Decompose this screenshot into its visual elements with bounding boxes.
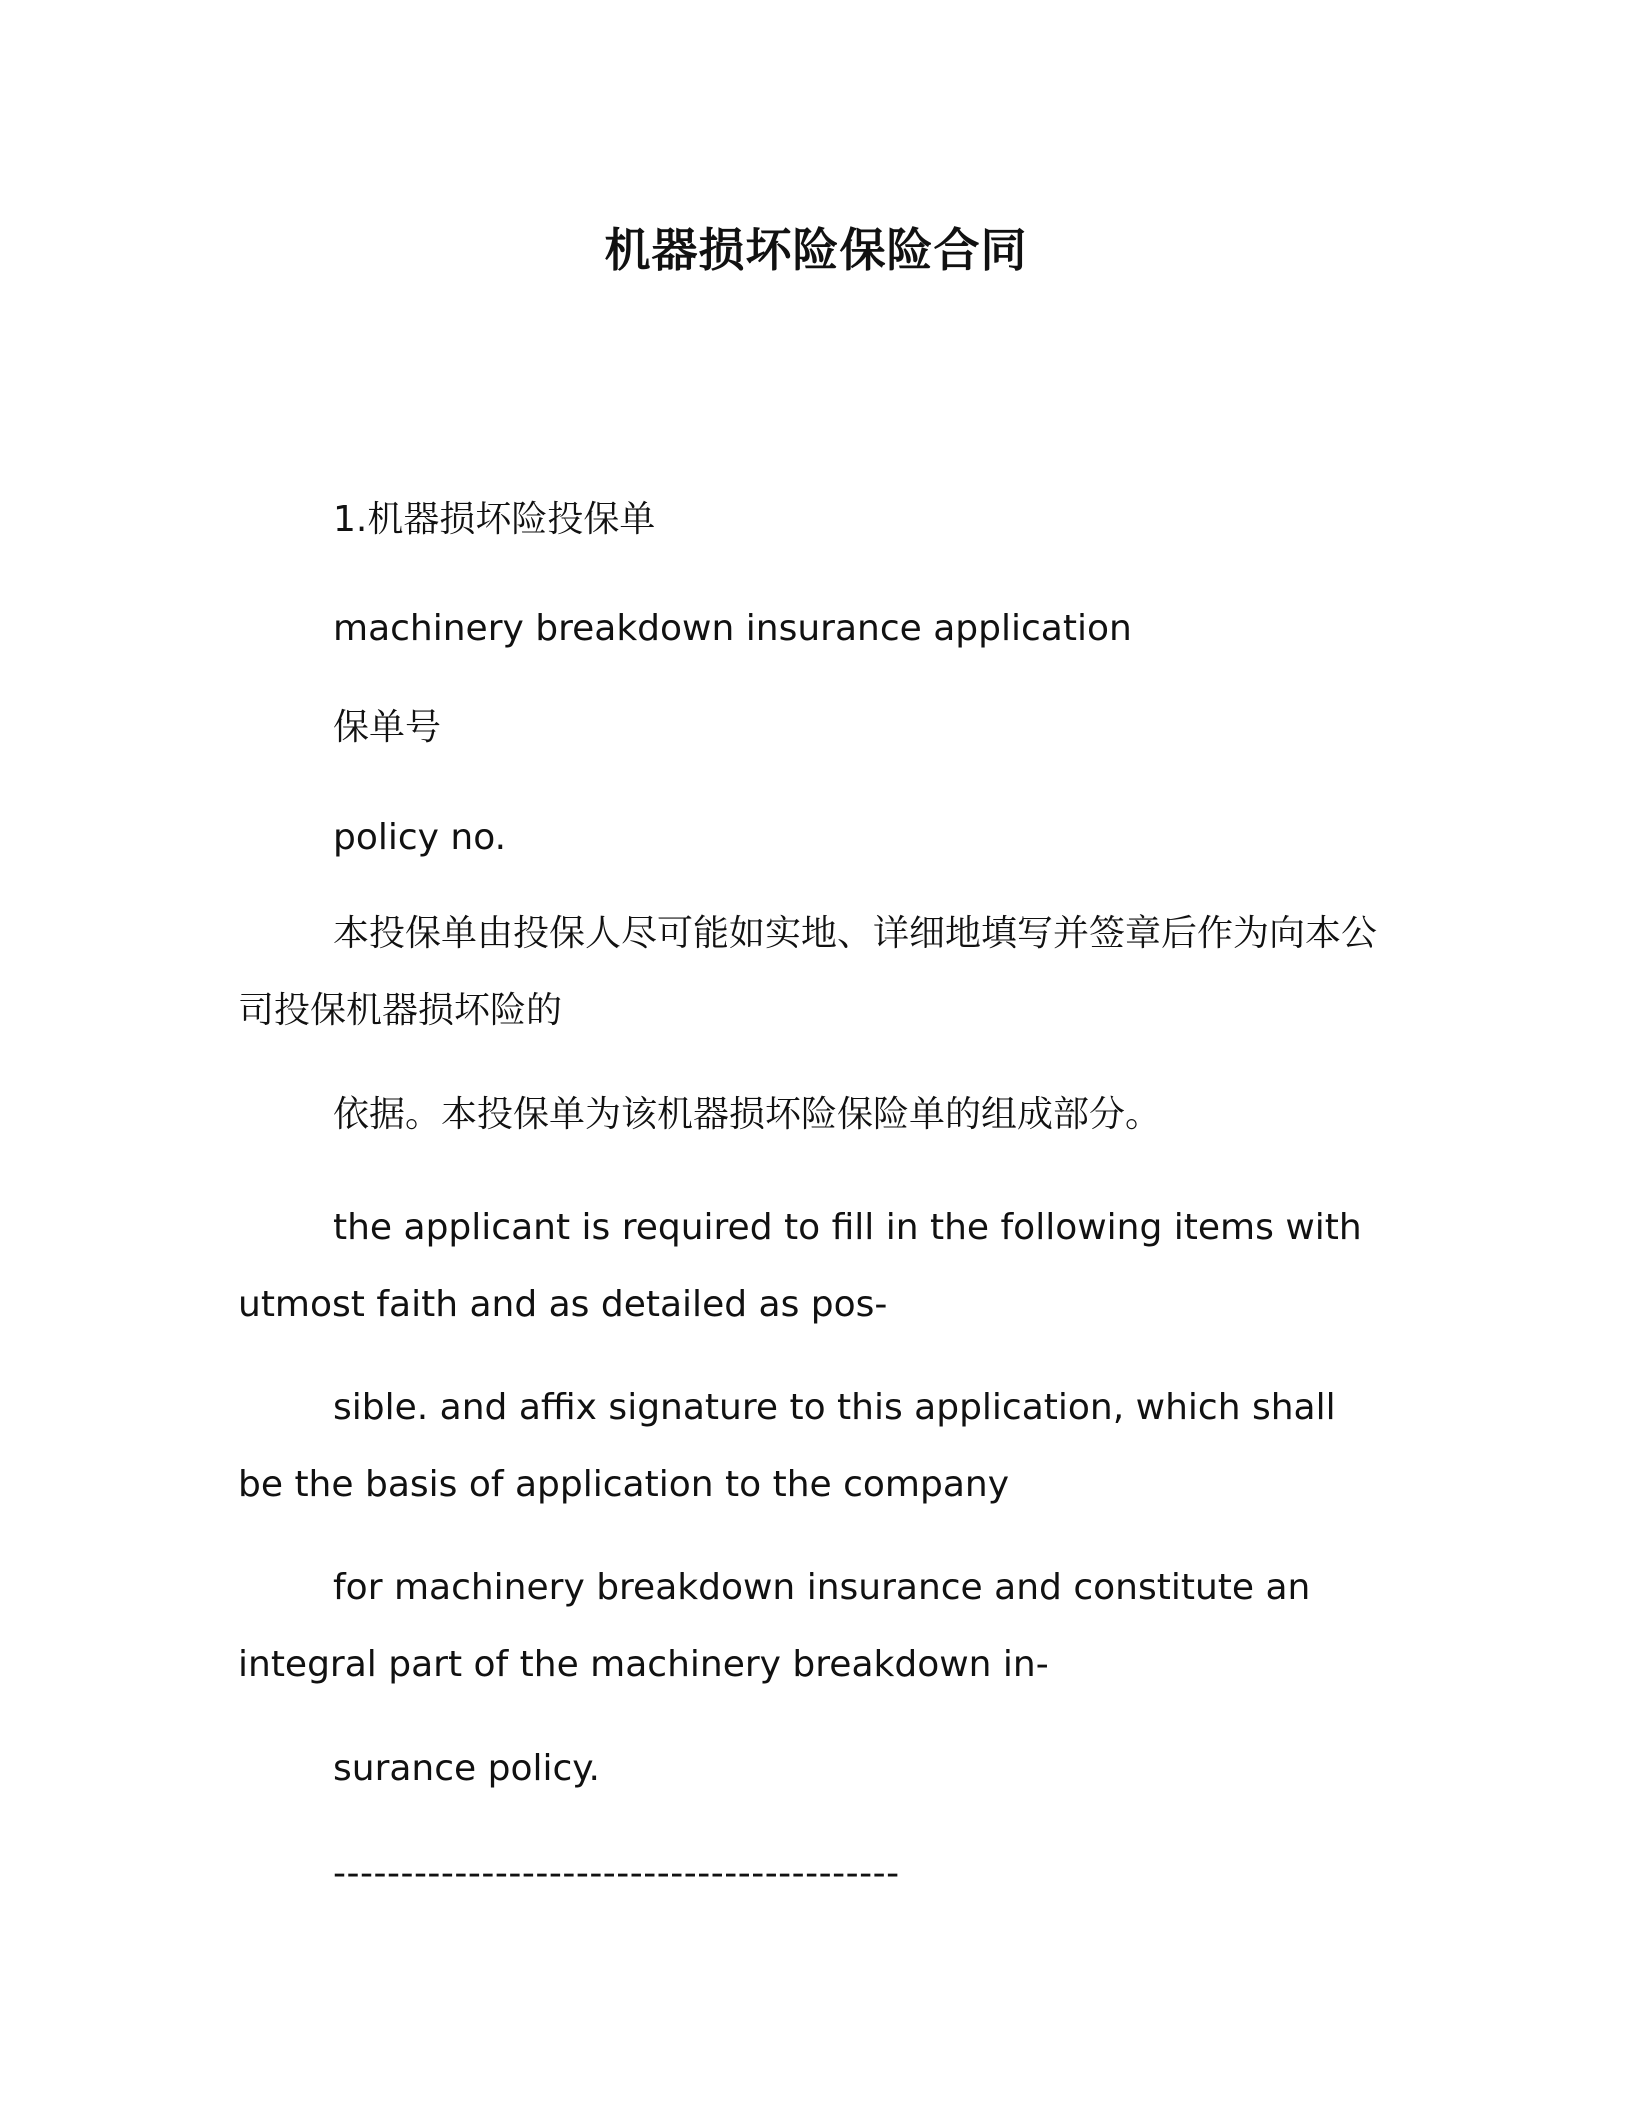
policy-number-label-english: policy no. — [333, 817, 507, 858]
document-title: 机器损坏险保险合同 — [604, 223, 1028, 277]
section-heading-english: machinery breakdown insurance application — [333, 608, 1132, 649]
policy-number-label-chinese: 保单号 — [333, 707, 442, 748]
intro-chinese-paragraph-2: 依据。本投保单为该机器损坏险保险单的组成部分。 — [333, 1094, 1162, 1135]
intro-english-paragraph-2: sible. and affix signature to this application, which shall be the basis of application to the company — [238, 1387, 1336, 1505]
section-heading: 1.机器损坏险投保单 — [333, 499, 656, 540]
intro-english-paragraph-1: the applicant is required to fill in the following items with utmost faith and as detailed as pos- — [238, 1207, 1362, 1325]
intro-english-paragraph-3: for machinery breakdown insurance and constitute an integral part of the machinery breakdown in- — [238, 1567, 1311, 1685]
separator-line: ------------------------------------------ — [333, 1853, 900, 1894]
intro-chinese-paragraph-1: 本投保单由投保人尽可能如实地、详细地填写并签章后作为向本公司投保机器损坏险的 — [238, 913, 1378, 1031]
intro-english-paragraph-4: surance policy. — [333, 1748, 600, 1789]
